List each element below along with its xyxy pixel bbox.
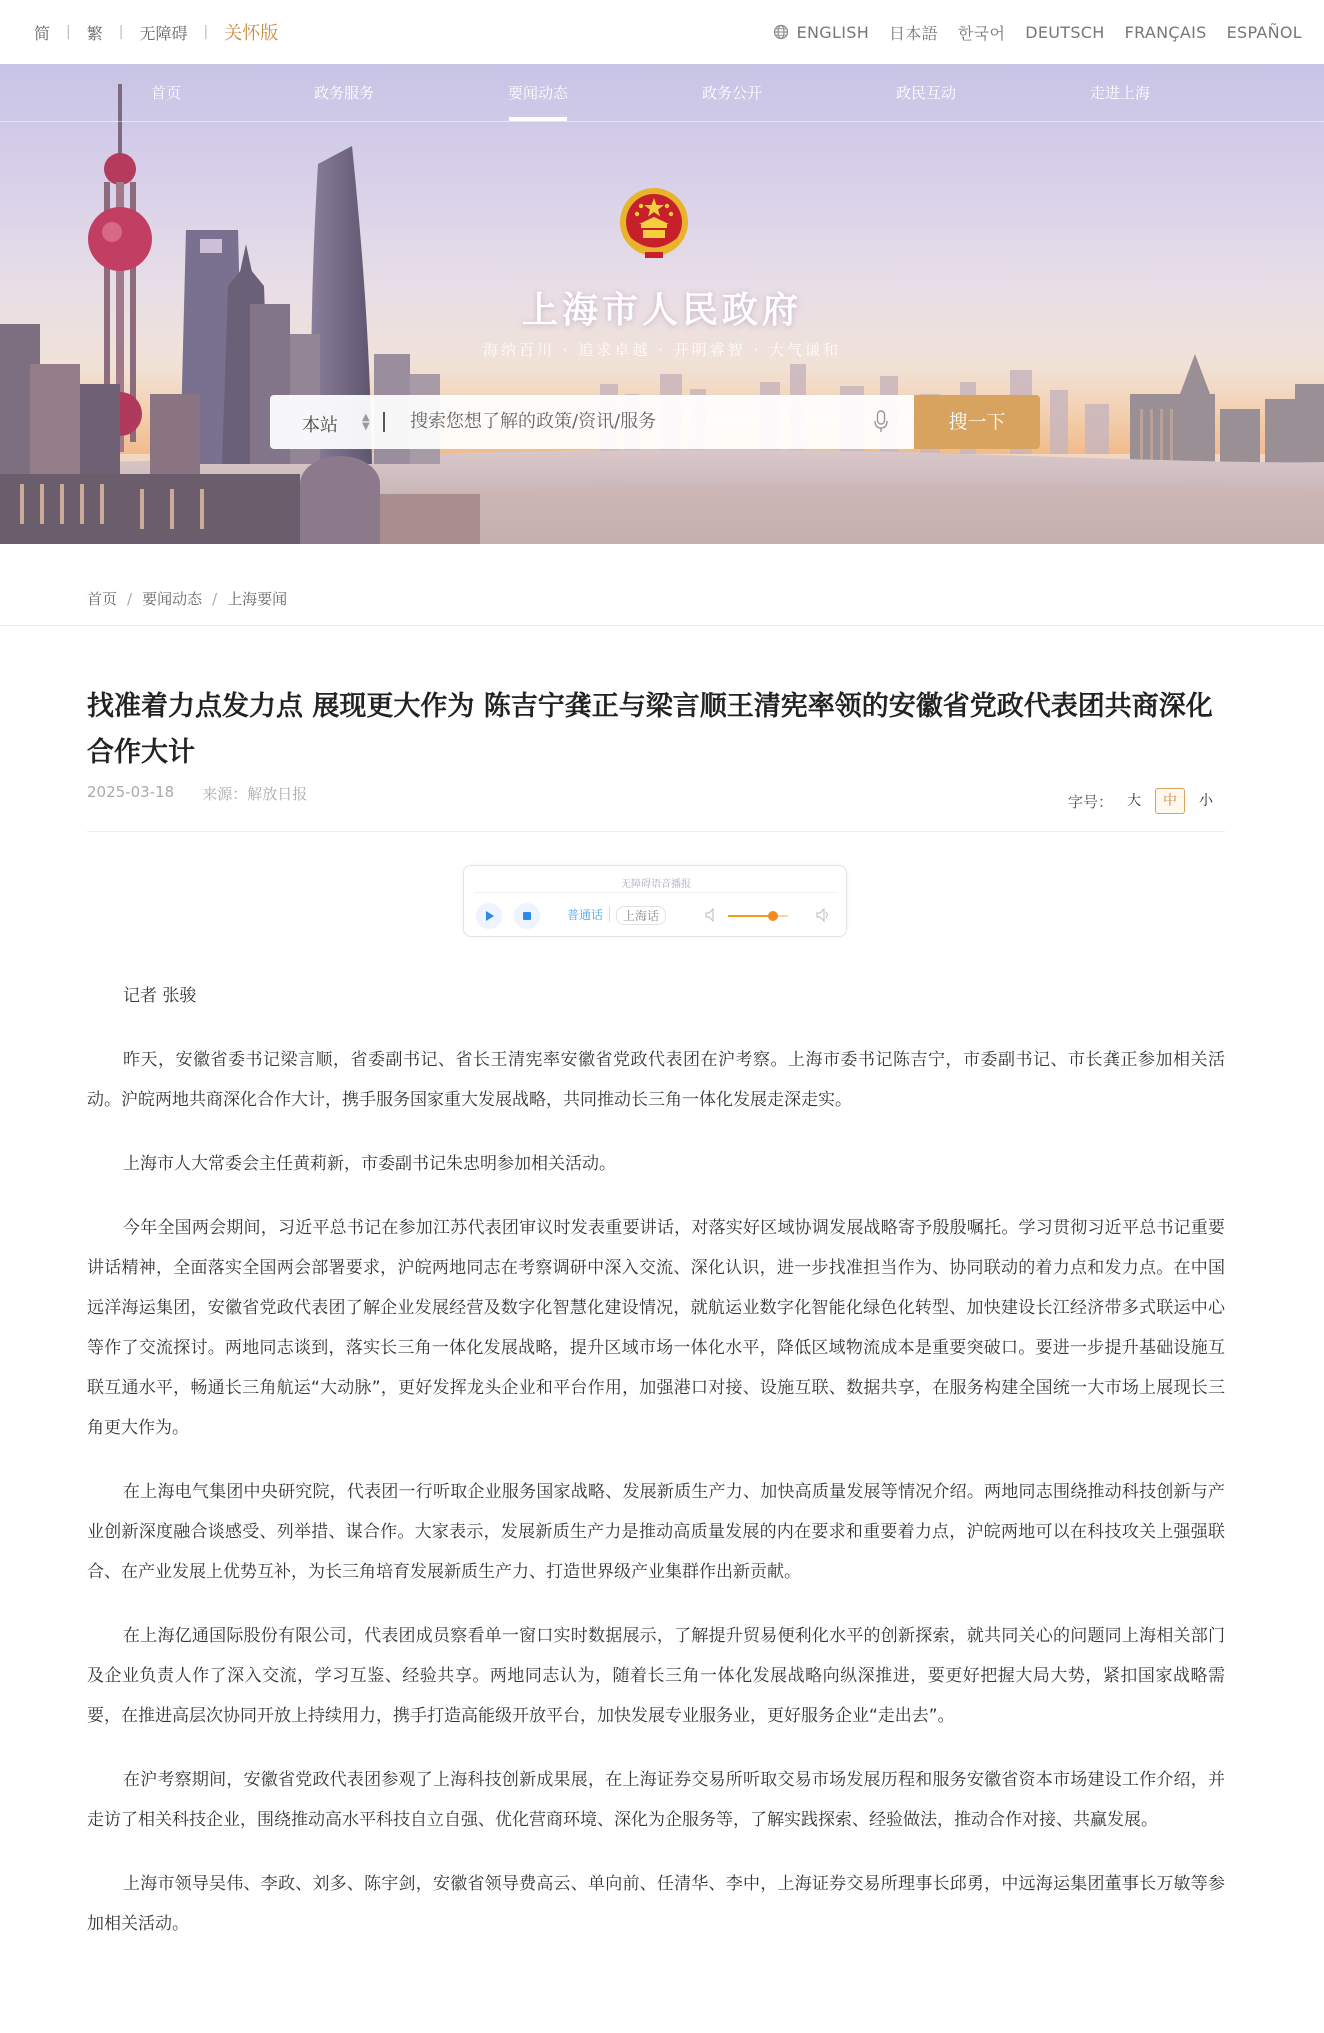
article-paragraph: 在沪考察期间，安徽省党政代表团参观了上海科技创新成果展，在上海证券交易所听取交易市场发展历程和服务安徽省资本市场建设工作介绍，并走访了相关科技企业，围绕推动高水平科技自立自强、优化营商环境、深化为企服务等，了解实践探索、经验做法，推动合作对接、共赢发展。	[87, 1770, 1225, 1830]
dialect-shanghai-tab[interactable]: 上海话	[616, 906, 666, 925]
nav-home[interactable]: 首页	[150, 84, 181, 102]
volume-level	[728, 915, 773, 917]
font-size-medium[interactable]: 中	[1155, 788, 1185, 814]
divider: |	[203, 24, 209, 40]
site-title: 上海市人民政府	[521, 290, 802, 331]
emblem-icon	[617, 186, 691, 264]
lang-japanese[interactable]: 日本語	[889, 23, 938, 43]
article-meta	[87, 783, 307, 804]
simplified-chinese-link[interactable]: 简	[34, 23, 51, 43]
article-paragraph: 在上海电气集团中央研究院，代表团一行听取企业服务国家战略、发展新质生产力、加快高质量发展等情况介绍。两地同志围绕推动科技创新与产业创新深度融合谈感受、列举措、谋合作。大家表示，发展新质生产力是推动高质量发展的内在要求和重要着力点，沪皖两地可以在科技攻关上强强联合、在产业发展上优势互补，为长三角培育发展新质生产力、打造世界级产业集群作出新贡献。	[87, 1482, 1225, 1582]
article-body	[87, 976, 1225, 1968]
nav-news[interactable]: 要闻动态	[483, 82, 593, 103]
lang-french[interactable]: FRANÇAIS	[1124, 22, 1207, 42]
volume-low-icon	[705, 908, 717, 922]
article-paragraph: 在上海亿通国际股份有限公司，代表团成员察看单一窗口实时数据展示，了解提升贸易便利化水平的创新探索，就共同关心的问题同上海相关部门及企业负责人作了深入交流，学习互鉴、经验共享。两地同志认为，随着长三角一体化发展战略向纵深推进，要更好把握大局大势，紧扣国家战略需要，在推进高层次协同开放上持续用力，携手打造高能级开放平台，加快发展专业服务业，更好服务企业“走出去”。	[87, 1626, 1225, 1726]
article-paragraph: 今年全国两会期间，习近平总书记在参加江苏代表团审议时发表重要讲话，对落实好区域协调发展战略寄予殷殷嘱托。学习贯彻习近平总书记重要讲话精神，全面落实全国两会部署要求，沪皖两地同志在考察调研中深入交流、深化认识，进一步找准担当作为、协同联动的着力点和发力点。在中国远洋海运集团，安徽省党政代表团了解企业发展经营及数字化智慧化建设情况，就航运业数字化智能化绿色化转型、加快建设长江经济带多式联运中心等作了交流探讨。两地同志谈到，落实长三角一体化发展战略，提升区域市场一体化水平，降低区域物流成本是重要突破口。要进一步提升基础设施互联互通水平，畅通长三角航运“大动脉”，更好发挥龙头企业和平台作用，加强港口对接、设施互联、数据共享，在服务构建全国统一大市场上展现长三角更大作为。	[87, 1218, 1225, 1438]
publish-date: 2025-03-18	[87, 783, 175, 801]
divider: |	[118, 24, 124, 40]
sort-arrows-icon: ▲ ▼	[362, 412, 370, 432]
article-source: 来源：解放日报	[202, 785, 308, 803]
top-utility-bar	[0, 0, 1324, 64]
breadcrumb-home[interactable]: 首页	[87, 590, 118, 608]
traditional-chinese-link[interactable]: 繁	[86, 23, 103, 43]
audio-player	[463, 865, 847, 937]
nav-gov-info[interactable]: 政务公开	[701, 84, 762, 102]
nav-about-shanghai[interactable]: 走进上海	[1089, 84, 1150, 102]
mic-icon[interactable]	[873, 410, 889, 434]
article-paragraph: 昨天，安徽省委书记梁言顺，省委副书记、省长王清宪率安徽省党政代表团在沪考察。上海市委书记陈吉宁，市委副书记、市长龚正参加相关活动。沪皖两地共商深化合作大计，携手服务国家重大发展战略，共同推动长三角一体化发展走深走实。	[87, 1050, 1225, 1110]
article-paragraph: 上海市人大常委会主任黄莉新，市委副书记朱忠明参加相关活动。	[123, 1154, 616, 1174]
version-switcher	[34, 20, 278, 44]
lang-english[interactable]: ENGLISH	[796, 22, 870, 42]
play-button[interactable]	[476, 903, 502, 929]
accessibility-link[interactable]: 无障碍	[139, 23, 188, 43]
font-size-control	[1068, 788, 1221, 814]
input-cursor	[383, 412, 385, 432]
font-size-label: 字号：	[1067, 792, 1113, 811]
search-button[interactable]: 搜一下	[914, 395, 1040, 449]
font-size-large[interactable]: 大	[1127, 793, 1141, 809]
breadcrumb-shanghai-news[interactable]: 上海要闻	[227, 590, 288, 608]
divider	[474, 892, 836, 893]
lang-german[interactable]: DEUTSCH	[1025, 22, 1105, 42]
article-title: 找准着力点发力点 展现更大作为 陈吉宁龚正与梁言顺王清宪率领的安徽省党政代表团共商深化合作大计	[87, 691, 1213, 768]
volume-high-icon	[816, 908, 830, 922]
main-navigation	[0, 64, 1324, 122]
breadcrumb-separator: /	[212, 589, 218, 608]
care-version-link[interactable]: 关怀版	[224, 23, 279, 44]
divider	[609, 906, 610, 922]
search-box	[270, 395, 914, 449]
font-size-small[interactable]: 小	[1199, 793, 1213, 809]
lang-spanish[interactable]: ESPAÑOL	[1226, 22, 1302, 42]
volume-slider-handle[interactable]	[768, 911, 778, 921]
search-scope-select[interactable]: 本站	[302, 415, 338, 436]
globe-icon	[773, 24, 789, 40]
nav-gov-services[interactable]: 政务服务	[313, 84, 374, 102]
language-switcher	[773, 20, 1302, 44]
stop-button[interactable]	[514, 903, 540, 929]
search-input[interactable]	[410, 411, 870, 432]
stop-icon	[514, 903, 540, 929]
breadcrumb-news[interactable]: 要闻动态	[142, 590, 203, 608]
search-bar	[270, 395, 1040, 449]
site-slogan: 海纳百川 · 追求卓越 · 开明睿智 · 大气谦和	[483, 341, 841, 359]
breadcrumb-separator: /	[127, 589, 133, 608]
play-icon	[476, 903, 502, 929]
lang-korean[interactable]: 한국어	[957, 23, 1006, 43]
nav-interaction[interactable]: 政民互动	[895, 84, 956, 102]
divider: |	[66, 24, 71, 40]
player-title: 无障碍语音播报	[621, 879, 691, 890]
hero-banner	[0, 64, 1324, 544]
divider	[0, 625, 1324, 626]
divider	[87, 831, 1225, 832]
dialect-putonghua-tab[interactable]: 普通话	[567, 908, 604, 922]
breadcrumb	[87, 588, 287, 609]
article-paragraph: 上海市领导吴伟、李政、刘多、陈宇剑，安徽省领导费高云、单向前、任清华、李中，上海证券交易所理事长邱勇，中远海运集团董事长万敏等参加相关活动。	[87, 1874, 1225, 1934]
article-byline: 记者 张骏	[123, 986, 197, 1006]
